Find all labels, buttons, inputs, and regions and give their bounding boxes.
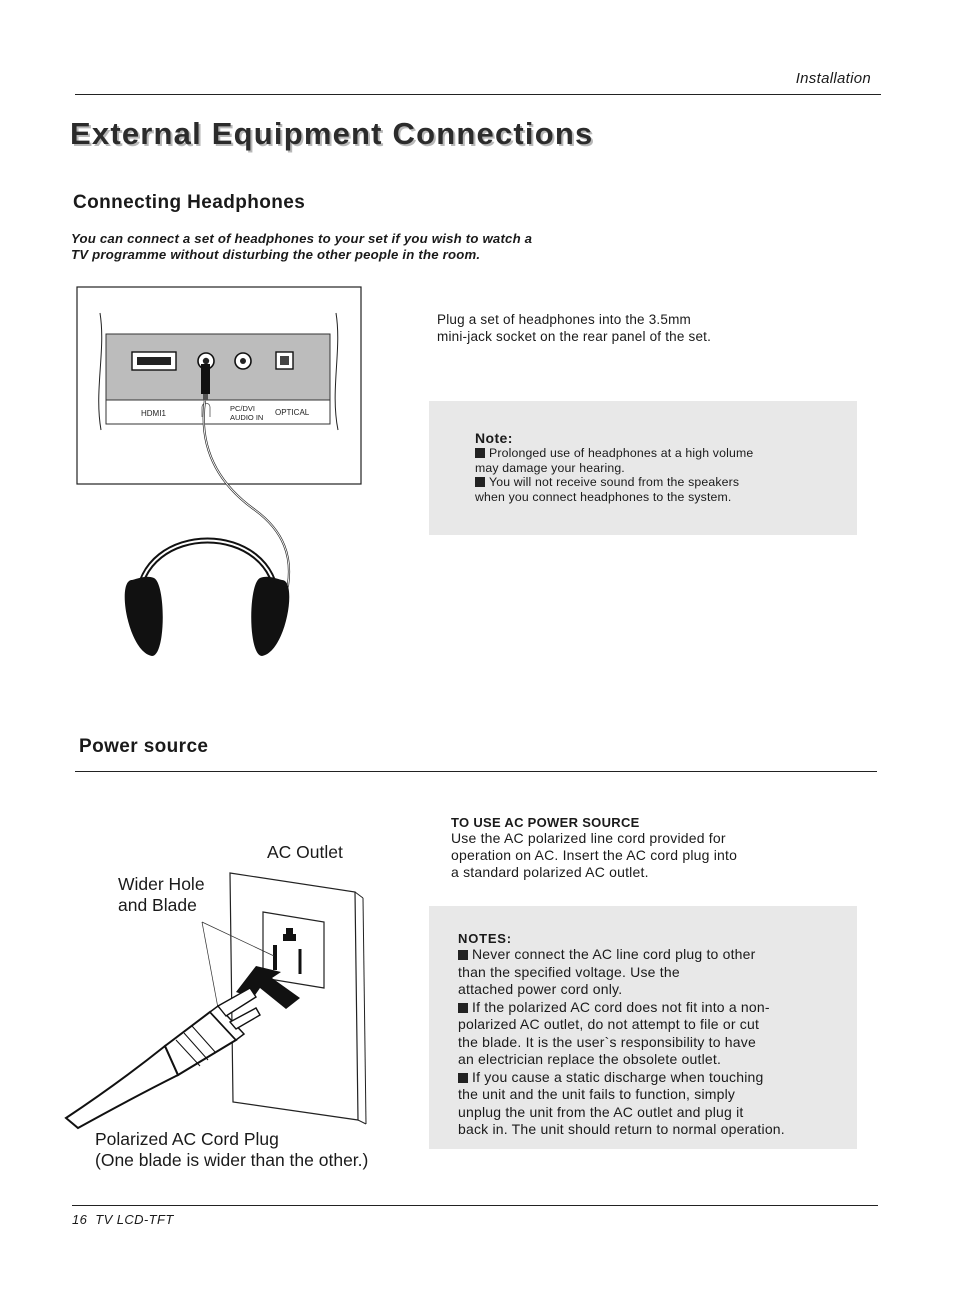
notes-line (458, 999, 848, 1017)
notes-title: NOTES: (458, 931, 512, 946)
notes-line (458, 946, 848, 964)
left-earcup (125, 577, 163, 656)
headphones-note-box (429, 401, 857, 535)
note-item-2-line-1: You will not receive sound from the speakers (489, 475, 740, 489)
notes-line: back in. The unit should return to normal operation. (458, 1121, 785, 1137)
footer-page-label: 16 TV LCD-TFT (72, 1212, 174, 1227)
headphones-diagram (70, 280, 370, 670)
intro-line-2: TV programme without disturbing the other people in the room. (71, 247, 481, 262)
pc-dvi-label: PC/DVI (230, 404, 256, 413)
intro-line-1: You can connect a set of headphones to your set if you wish to watch a (71, 231, 533, 246)
plug-line-2: (One blade is wider than the other.) (95, 1150, 369, 1170)
ac-plug (66, 988, 260, 1128)
bullet-icon (458, 1073, 468, 1083)
notes-line: attached power cord only. (458, 981, 623, 997)
bullet-icon (458, 950, 468, 960)
ac-outlet-label: AC Outlet (267, 842, 343, 862)
ac-instructions (451, 830, 811, 881)
page-title: External Equipment Connections (70, 116, 594, 151)
ac-line-3: a standard polarized AC outlet. (451, 864, 649, 880)
power-rule (75, 771, 877, 772)
notes-line: than the specified voltage. Use the (458, 963, 680, 980)
headphones-intro (71, 231, 631, 263)
notes-line: the blade. It is the user`s responsibility to have (458, 1033, 756, 1050)
notes-line (458, 1069, 848, 1087)
instruction-line-2: mini-jack socket on the rear panel of the set. (437, 329, 712, 344)
hdmi-label: HDMI1 (141, 409, 166, 418)
bullet-icon (475, 448, 485, 458)
ac-heading: TO USE AC POWER SOURCE (451, 815, 640, 830)
footer-rule (72, 1205, 878, 1206)
header-rule (75, 94, 881, 95)
power-heading: Power source (79, 736, 209, 757)
ac-line-2: operation on AC. Insert the AC cord plug into (451, 847, 738, 863)
optical-label: OPTICAL (275, 408, 310, 417)
headphones-instruction (437, 311, 797, 345)
section-label: Installation (795, 70, 871, 87)
mini-jack-plug (201, 364, 210, 394)
note-body (475, 446, 845, 504)
plug-line-1: Polarized AC Cord Plug (95, 1129, 279, 1149)
ac-line-1: Use the AC polarized line cord provided for (451, 830, 726, 846)
power-notes-box (429, 906, 857, 1149)
note-item-1 (475, 446, 845, 461)
notes-line: the unit and the unit fails to function, simply (458, 1086, 736, 1102)
note-item-2-line-2: when you connect headphones to the system. (475, 489, 732, 504)
wider-hole-line-1: Wider Hole (118, 874, 205, 894)
notes-line-text: If the polarized AC cord does not fit into a non- (472, 998, 770, 1015)
wider-hole-line-2: and Blade (118, 895, 197, 915)
notes-line-text: Never connect the AC line cord plug to other (472, 946, 756, 962)
right-earcup (251, 577, 289, 656)
notes-line-text: If you cause a static discharge when touching (472, 1068, 764, 1085)
notes-line: an electrician replace the obsolete outlet. (458, 1051, 722, 1067)
plug-label (95, 1129, 368, 1171)
callout-line-1 (202, 922, 218, 1008)
notes-line: polarized AC outlet, do not attempt to file or cut (458, 1016, 760, 1032)
audio-in-label: AUDIO IN (230, 413, 264, 422)
notes-line: unplug the unit from the AC outlet and plug it (458, 1103, 744, 1120)
bullet-icon (458, 1003, 468, 1013)
ac-outlet-diagram (60, 870, 370, 1130)
note-item-1-line-2: may damage your hearing. (475, 460, 625, 475)
headphones-heading: Connecting Headphones (73, 192, 306, 213)
wider-hole-label (118, 874, 205, 916)
instruction-line-1: Plug a set of headphones into the 3.5mm (437, 312, 691, 327)
note-item-2 (475, 475, 845, 490)
notes-body (458, 946, 848, 1139)
bullet-icon (475, 477, 485, 487)
note-item-1-line-1: Prolonged use of headphones at a high volume (489, 446, 754, 460)
note-title: Note: (475, 430, 513, 446)
